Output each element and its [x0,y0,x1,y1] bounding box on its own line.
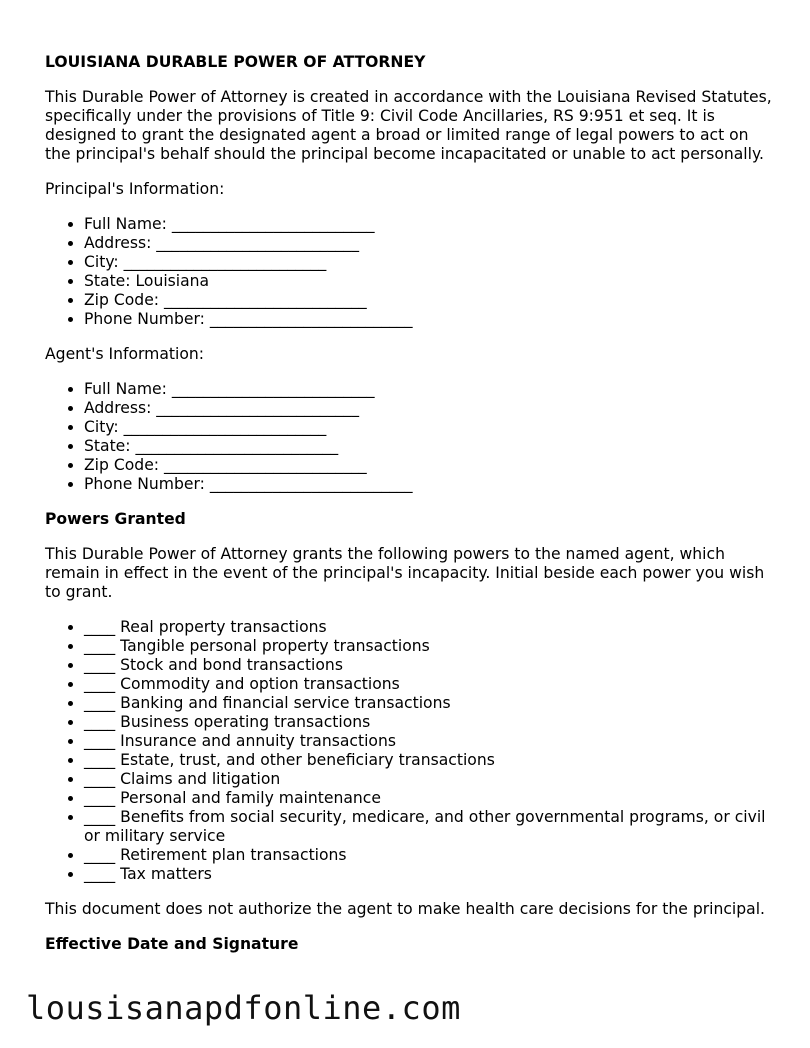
power-item: • ____ Insurance and annuity transactions [84,732,775,751]
principal-zip: • Zip Code: __________________________ [84,291,775,310]
power-item: • ____ Personal and family maintenance [84,789,775,808]
health-care-note: This document does not authorize the agent to make health care decisions for the principal. [45,900,765,918]
powers-heading: Powers Granted [45,510,186,528]
power-item: • ____ Banking and financial service transactions [84,694,775,713]
power-item: • ____ Benefits from social security, medicare, and other governmental programs, or civil or military service [84,808,775,846]
principal-heading: Principal's Information: [45,180,225,198]
power-item: • ____ Stock and bond transactions [84,656,775,675]
agent-zip: • Zip Code: __________________________ [84,456,775,475]
agent-phone: • Phone Number: __________________________ [84,475,775,494]
power-item: • ____ Claims and litigation [84,770,775,789]
principal-address: • Address: __________________________ [84,234,775,253]
principal-state: • State: Louisiana [84,272,775,291]
powers-list [45,618,775,884]
power-item: • ____ Business operating transactions [84,713,775,732]
agent-city: • City: __________________________ [84,418,775,437]
agent-info-list [45,380,775,494]
power-item: • ____ Real property transactions [84,618,775,637]
principal-city: • City: __________________________ [84,253,775,272]
power-item: • ____ Tangible personal property transactions [84,637,775,656]
power-item: • ____ Commodity and option transactions [84,675,775,694]
agent-full-name: • Full Name: __________________________ [84,380,775,399]
principal-info-list [45,215,775,329]
principal-phone: • Phone Number: __________________________ [84,310,775,329]
document-title: LOUISIANA DURABLE POWER OF ATTORNEY [45,53,426,71]
agent-state: • State: __________________________ [84,437,775,456]
agent-heading: Agent's Information: [45,345,205,363]
site-watermark: lousisanapdfonline.com [26,989,461,1027]
powers-intro: This Durable Power of Attorney grants the following powers to the named agent, which remain in effect in the event of the principal's incapacity. Initial beside each power you wish to grant. [45,545,765,601]
power-item: • ____ Estate, trust, and other beneficiary transactions [84,751,775,770]
power-item: • ____ Retirement plan transactions [84,846,775,865]
principal-full-name: • Full Name: __________________________ [84,215,775,234]
document [45,53,775,970]
agent-address: • Address: __________________________ [84,399,775,418]
intro-paragraph: This Durable Power of Attorney is created in accordance with the Louisiana Revised Statutes, specifically under the provisions of Title 9: Civil Code Ancillaries, RS 9:951 et seq. It is designed to grant the designated agent a broad or limited range of legal powers to act on the principal's behalf should the principal become incapacitated or unable to act personally. [45,88,772,163]
power-item: • ____ Tax matters [84,865,775,884]
signature-heading: Effective Date and Signature [45,935,299,953]
